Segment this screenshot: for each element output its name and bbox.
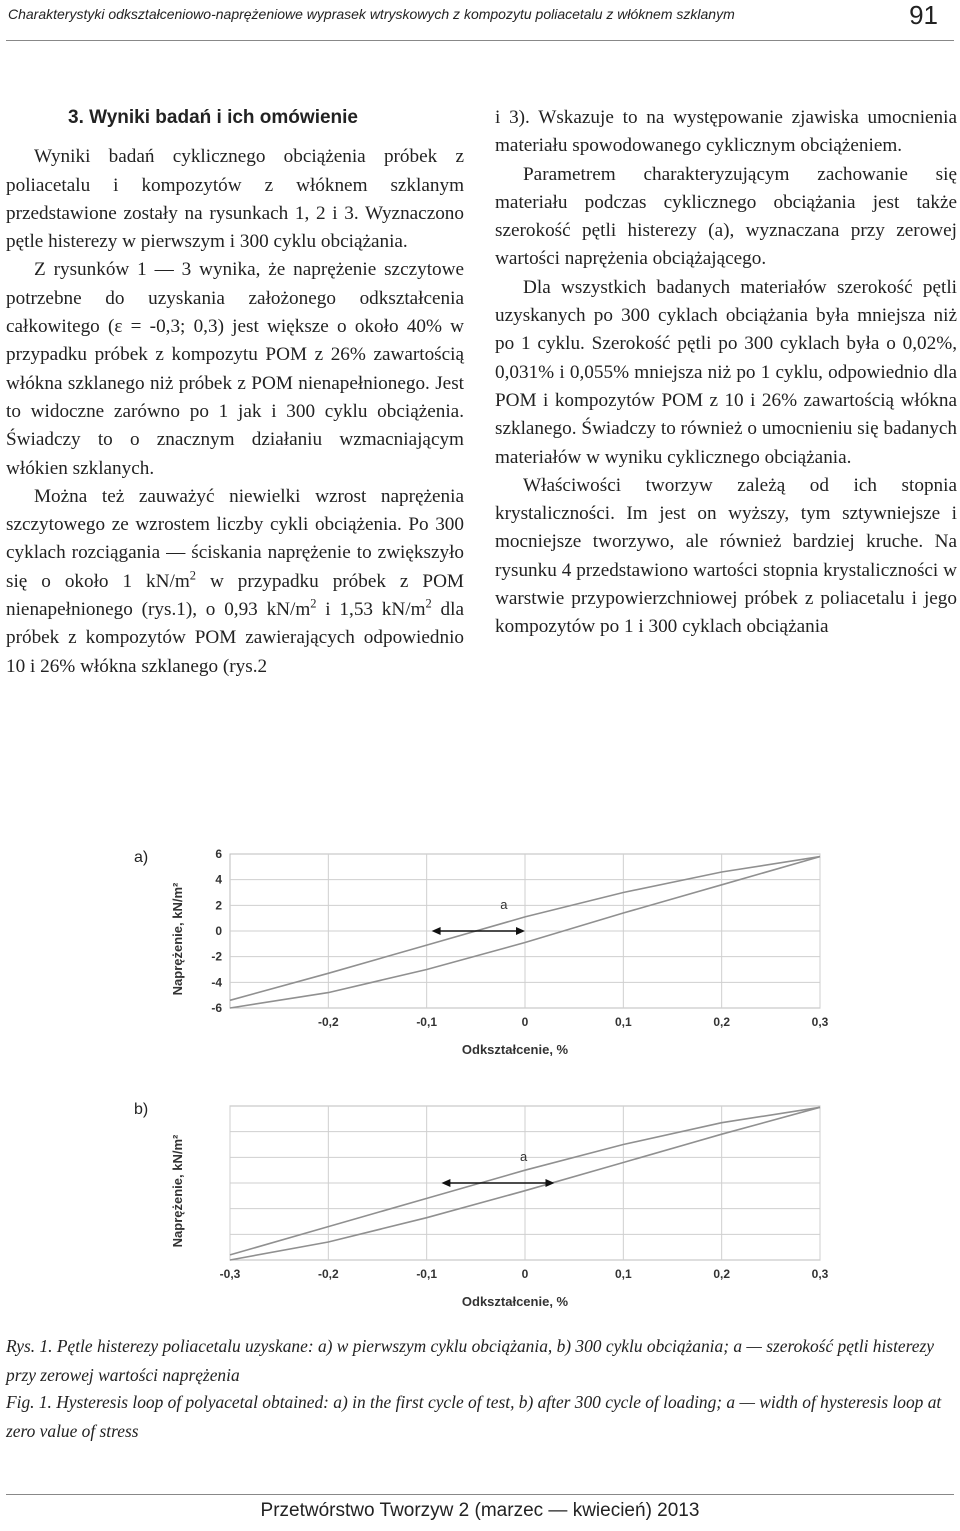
section-heading: 3. Wyniki badań i ich omówienie bbox=[68, 107, 358, 128]
page-footer: Przetwórstwo Tworzyw 2 (marzec — kwiecień) 2013 bbox=[260, 1500, 700, 1521]
x-axis-label: Odkształcenie, % bbox=[461, 1042, 569, 1057]
superscript: 2 bbox=[425, 596, 432, 611]
hysteresis-chart-a bbox=[130, 842, 850, 1070]
x-tick-label: 0 bbox=[521, 1267, 529, 1281]
panel-label: b) bbox=[134, 1101, 149, 1118]
y-tick-label: -4 bbox=[211, 975, 222, 990]
page-number: 91 bbox=[909, 0, 938, 30]
arrowhead-left-icon bbox=[441, 1179, 450, 1187]
y-axis-label: Naprężenie, kN/m² bbox=[170, 1134, 185, 1248]
paragraph: Dla wszystkich badanych materiałów szerokość pętli uzyskanych po 300 cyklach obciążania była mniejsza niż po 1 cyklu. Szerokość pętli po 300 cyklach była o 0,02%, 0,031% i 0,055% mniejsza niż po 1 cyklu, odpowiednio dla POM i kompozytów POM z 10 i 26% zawartością włókna szklanego. Świadczy to również o umocnieniu się badanych materiałów w wyniku cyklicznego obciążania. bbox=[495, 276, 957, 468]
x-tick-label: 0,2 bbox=[713, 1267, 731, 1281]
annotation-label: a bbox=[519, 1149, 528, 1164]
arrowhead-left-icon bbox=[432, 927, 441, 935]
paragraph: Z rysunków 1 — 3 wynika, że naprężenie szczytowe potrzebne do uzyskania założonego odkształcenia całkowitego (ε = -0,3; 0,3) jest większe o około 40% w przypadku próbek z kompozytu POM z 26% zawartością włókna szklanego niż próbek z POM nienapełnionego. Jest to widoczne zarówno po 1 jak i 300 cyklu obciążenia. Świadczy to o znacznym działaniu wzmacniającym włókien szklanych. bbox=[6, 259, 464, 479]
annotation-label: a bbox=[500, 897, 508, 912]
left-column bbox=[6, 104, 464, 681]
x-tick-label: -0,2 bbox=[317, 1267, 339, 1281]
x-tick-label: -0,3 bbox=[219, 1267, 241, 1281]
panel-label: a) bbox=[134, 849, 149, 866]
x-axis-label: Odkształcenie, % bbox=[461, 1294, 569, 1309]
x-tick-label: 0,1 bbox=[614, 1015, 632, 1029]
y-tick-label: -2 bbox=[211, 949, 222, 964]
paragraph: Wyniki badań cyklicznego obciążenia próbek z poliacetalu i kompozytów z włóknem szklanym przedstawione zostały na rysunkach 1, 2 i 3. Wyznaczono pętle histerezy w pierwszym i 300 cyklu obciążania. bbox=[6, 146, 464, 253]
text-run: Można też zauważyć niewielki wzrost naprężenia szczytowego ze wzrostem liczby cykli obciążenia. Po 300 cyklach rozciągania — ściskania naprężenie to zwiększyło się o około 1 kN/m bbox=[6, 485, 464, 592]
x-tick-label: 0,2 bbox=[713, 1015, 731, 1029]
header-rule bbox=[6, 40, 954, 41]
text-run: i 1,53 kN/m bbox=[316, 599, 426, 621]
y-tick-label: 0 bbox=[215, 924, 222, 938]
y-tick-label: 6 bbox=[215, 847, 222, 861]
x-tick-label: 0 bbox=[521, 1015, 529, 1029]
text-run: w przypadku próbek z POM nienapełnionego (rys.1), o 0,93 kN/m bbox=[6, 570, 464, 621]
footer-rule bbox=[6, 1494, 954, 1495]
y-tick-label: 4 bbox=[215, 872, 222, 887]
hysteresis-chart-b bbox=[130, 1094, 850, 1322]
arrowhead-right-icon bbox=[546, 1179, 555, 1187]
x-tick-label: 0,3 bbox=[811, 1015, 829, 1029]
figure-panel-b bbox=[130, 1094, 850, 1327]
paragraph: Właściwości tworzyw zależą od ich stopnia krystaliczności. Im jest on wyższy, tym sztywniejsze i mocniejsze tworzywo, ale również bardziej kruche. Na rysunku 4 przedstawiono wartości stopnia krystaliczności w warstwie przypowierzchniowej próbek z poliacetalu i jego kompozytów po 1 i 300 cyklach obciążania bbox=[495, 474, 957, 638]
superscript: 2 bbox=[310, 596, 317, 611]
x-tick-label: -0,1 bbox=[416, 1267, 438, 1281]
x-tick-label: -0,1 bbox=[416, 1015, 438, 1029]
paragraph: Parametrem charakteryzującym zachowanie się materiału podczas cyklicznego obciążania jest także szerokość pętli histerezy (a), wyznaczana przy zerowej wartości naprężenia obciążającego. bbox=[495, 163, 957, 270]
figure-caption-en: Fig. 1. Hysteresis loop of polyacetal obtained: a) in the first cycle of test, b) after 300 cycle of loading; a — width of hysteresis loop at zero value of stress bbox=[6, 1392, 942, 1441]
paragraph: i 3). Wskazuje to na występowanie zjawiska umocnienia materiału spowodowanego cyklicznym obciążeniem. bbox=[495, 107, 957, 157]
running-header: Charakterystyki odkształceniowo-naprężeniowe wyprasek wtryskowych z kompozytu poliacetalu z włóknem szklanym bbox=[8, 6, 735, 22]
figure-caption-pl: Rys. 1. Pętle histerezy poliacetalu uzyskane: a) w pierwszym cyklu obciążania, b) 300 cyklu obciążania; a — szerokość pętli histerezy przy zerowej wartości naprężenia bbox=[6, 1336, 934, 1385]
text-run: dla próbek z kompozytów POM zawierających odpowiednio 10 i 26% włókna szklanego (rys.2 bbox=[6, 599, 464, 677]
x-tick-label: 0,3 bbox=[811, 1267, 829, 1281]
paragraph bbox=[6, 483, 464, 681]
y-axis-label: Naprężenie, kN/m² bbox=[170, 882, 185, 996]
arrowhead-right-icon bbox=[516, 927, 525, 935]
figure-panel-a bbox=[130, 842, 850, 1075]
x-tick-label: 0,1 bbox=[614, 1267, 632, 1281]
superscript: 2 bbox=[189, 568, 196, 583]
y-tick-label: -6 bbox=[211, 1001, 222, 1015]
y-tick-label: 2 bbox=[215, 898, 222, 913]
right-column bbox=[495, 104, 957, 642]
x-tick-label: -0,2 bbox=[317, 1015, 339, 1029]
